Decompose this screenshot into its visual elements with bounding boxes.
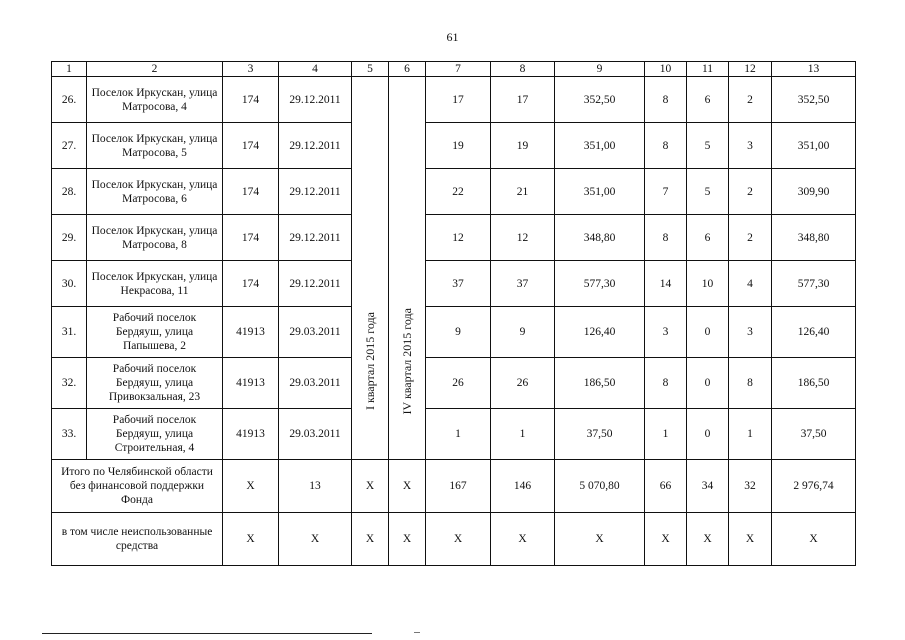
cell: 37,50 [772, 409, 856, 460]
table-row [52, 215, 856, 261]
cell: 0 [687, 358, 729, 409]
cell: 352,50 [772, 77, 856, 123]
header-cell: 12 [729, 62, 772, 77]
cell: 22 [426, 169, 491, 215]
address-cell: Рабочий поселок Бердяуш, улица Привокзальная, 23 [87, 358, 223, 409]
row-number: 32. [52, 358, 87, 409]
table-row [52, 409, 856, 460]
cell: Х [772, 513, 856, 566]
cell: 309,90 [772, 169, 856, 215]
cell: 8 [645, 358, 687, 409]
cell: 348,80 [555, 215, 645, 261]
cell: 167 [426, 460, 491, 513]
cell: 32 [729, 460, 772, 513]
cell: 41913 [223, 307, 279, 358]
cell: Х [279, 513, 352, 566]
cell: 1 [491, 409, 555, 460]
table-row [52, 169, 856, 215]
row-number: 33. [52, 409, 87, 460]
cell: 0 [687, 307, 729, 358]
unused-label: в том числе неиспользованные средства [52, 513, 223, 566]
cell: 146 [491, 460, 555, 513]
cell: 3 [729, 307, 772, 358]
row-number: 29. [52, 215, 87, 261]
cell: Х [645, 513, 687, 566]
cell: 17 [491, 77, 555, 123]
cell: 186,50 [555, 358, 645, 409]
merged-col5-text: I квартал 2015 года [363, 311, 377, 411]
cell: 29.12.2011 [279, 169, 352, 215]
cell: Х [223, 460, 279, 513]
total-label: Итого по Челябинской области без финансовой поддержки Фонда [52, 460, 223, 513]
cell: 174 [223, 123, 279, 169]
unused-funds-row [52, 513, 856, 566]
address-cell: Поселок Иркускан, улица Матросова, 8 [87, 215, 223, 261]
cell: 29.12.2011 [279, 261, 352, 307]
cell: 17 [426, 77, 491, 123]
cell: 186,50 [772, 358, 856, 409]
cell: 1 [645, 409, 687, 460]
header-cell: 11 [687, 62, 729, 77]
header-cell: 1 [52, 62, 87, 77]
merged-col5-cell [352, 77, 389, 460]
cell: 577,30 [772, 261, 856, 307]
cell: 126,40 [555, 307, 645, 358]
cell: 41913 [223, 358, 279, 409]
cell: 577,30 [555, 261, 645, 307]
cell: Х [687, 513, 729, 566]
cell: 29.03.2011 [279, 409, 352, 460]
address-cell: Поселок Иркускан, улица Матросова, 5 [87, 123, 223, 169]
cell: 21 [491, 169, 555, 215]
header-cell: 5 [352, 62, 389, 77]
cell: 2 [729, 215, 772, 261]
cell: 26 [491, 358, 555, 409]
cell: 3 [729, 123, 772, 169]
cell: 8 [645, 123, 687, 169]
cell: 0 [687, 409, 729, 460]
table-row [52, 123, 856, 169]
cell: 174 [223, 261, 279, 307]
total-row [52, 460, 856, 513]
header-cell: 13 [772, 62, 856, 77]
cell: 37 [426, 261, 491, 307]
cell: 14 [645, 261, 687, 307]
cell: 7 [645, 169, 687, 215]
header-cell: 3 [223, 62, 279, 77]
cell: 174 [223, 77, 279, 123]
cell: 1 [729, 409, 772, 460]
cell: 5 070,80 [555, 460, 645, 513]
cell: 12 [491, 215, 555, 261]
merged-col6-text: IV квартал 2015 года [400, 307, 414, 415]
cell: 351,00 [555, 169, 645, 215]
cell: 174 [223, 215, 279, 261]
cell: Х [491, 513, 555, 566]
cell: Х [352, 460, 389, 513]
header-cell: 8 [491, 62, 555, 77]
row-number: 26. [52, 77, 87, 123]
cell: Х [223, 513, 279, 566]
cell: 6 [687, 77, 729, 123]
row-number: 28. [52, 169, 87, 215]
header-cell: 4 [279, 62, 352, 77]
cell: 6 [687, 215, 729, 261]
cell: 13 [279, 460, 352, 513]
cell: 29.03.2011 [279, 307, 352, 358]
address-cell: Поселок Иркускан, улица Некрасова, 11 [87, 261, 223, 307]
header-cell: 7 [426, 62, 491, 77]
cell: 5 [687, 169, 729, 215]
merged-col6-cell [389, 77, 426, 460]
housing-table [51, 61, 856, 566]
cell: 1 [426, 409, 491, 460]
cell: 4 [729, 261, 772, 307]
table-row [52, 77, 856, 123]
cell: 8 [645, 77, 687, 123]
header-cell: 2 [87, 62, 223, 77]
cell: 174 [223, 169, 279, 215]
table-row [52, 261, 856, 307]
cell: Х [352, 513, 389, 566]
cell: 352,50 [555, 77, 645, 123]
cell: 41913 [223, 409, 279, 460]
cell: 37 [491, 261, 555, 307]
cell: 2 [729, 77, 772, 123]
cell: 12 [426, 215, 491, 261]
cell: 29.12.2011 [279, 215, 352, 261]
cell: 348,80 [772, 215, 856, 261]
address-cell: Поселок Иркускан, улица Матросова, 6 [87, 169, 223, 215]
address-cell: Рабочий поселок Бердяуш, улица Строительная, 4 [87, 409, 223, 460]
table-row [52, 307, 856, 358]
cell: Х [729, 513, 772, 566]
cell: Х [426, 513, 491, 566]
header-cell: 6 [389, 62, 426, 77]
cell: 351,00 [772, 123, 856, 169]
cell: 26 [426, 358, 491, 409]
page-number: 61 [446, 30, 459, 44]
cell: 8 [645, 215, 687, 261]
cell: 9 [491, 307, 555, 358]
cell: 2 976,74 [772, 460, 856, 513]
cell: 34 [687, 460, 729, 513]
cell: 19 [426, 123, 491, 169]
cell: 29.12.2011 [279, 123, 352, 169]
cell: 5 [687, 123, 729, 169]
cell: 10 [687, 261, 729, 307]
cell: 66 [645, 460, 687, 513]
address-cell: Поселок Иркускан, улица Матросова, 4 [87, 77, 223, 123]
cell: 29.12.2011 [279, 77, 352, 123]
cell: Х [555, 513, 645, 566]
footer-divider [42, 633, 372, 634]
header-cell: 10 [645, 62, 687, 77]
cell: 3 [645, 307, 687, 358]
header-row [52, 62, 856, 77]
cell: 37,50 [555, 409, 645, 460]
row-number: 31. [52, 307, 87, 358]
row-number: 30. [52, 261, 87, 307]
cell: 2 [729, 169, 772, 215]
footer-mark [414, 632, 420, 633]
cell: 8 [729, 358, 772, 409]
cell: 351,00 [555, 123, 645, 169]
cell: 19 [491, 123, 555, 169]
row-number: 27. [52, 123, 87, 169]
cell: 126,40 [772, 307, 856, 358]
table-row [52, 358, 856, 409]
cell: 29.03.2011 [279, 358, 352, 409]
header-cell: 9 [555, 62, 645, 77]
cell: Х [389, 513, 426, 566]
cell: 9 [426, 307, 491, 358]
cell: Х [389, 460, 426, 513]
address-cell: Рабочий поселок Бердяуш, улица Папышева, 2 [87, 307, 223, 358]
